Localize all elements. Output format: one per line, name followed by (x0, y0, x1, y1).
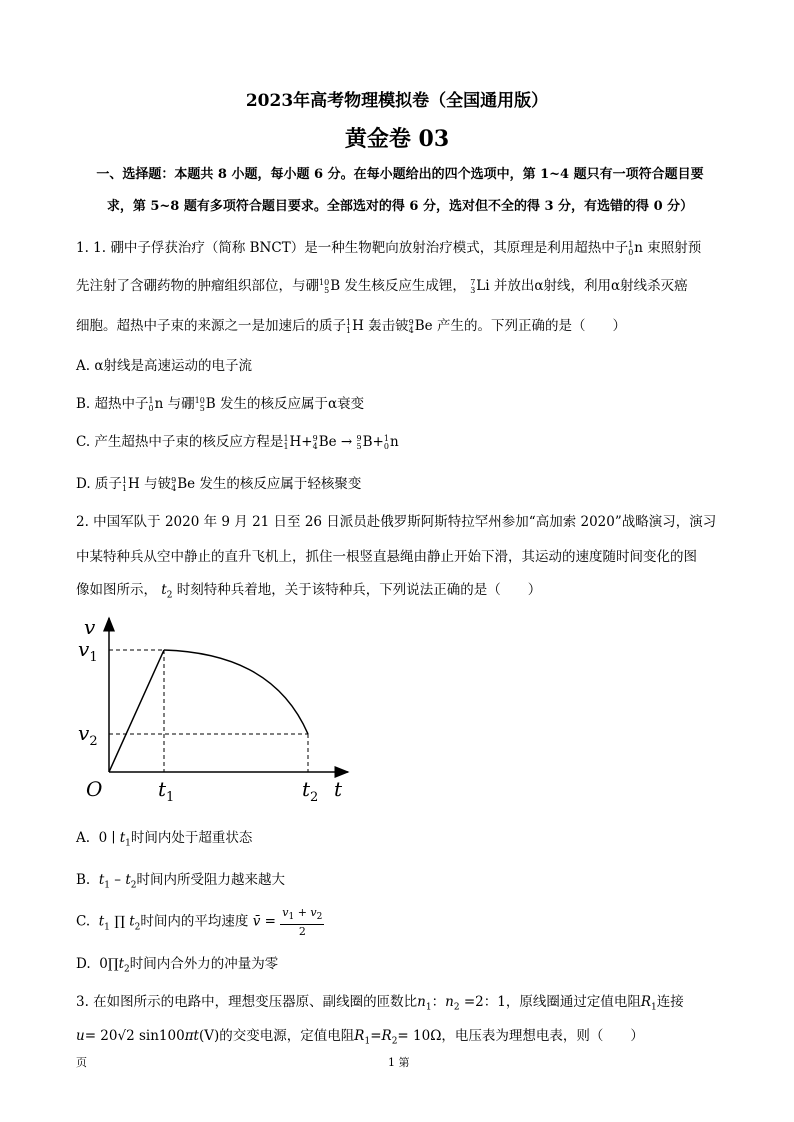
page-number: 1 第 (388, 1056, 410, 1069)
q2-line1: 2. 中国军队于 2020 年 9 月 21 日至 26 日派员赴俄罗斯阿斯特拉罕州参加“高加索 2020”战略演习，演习 (76, 514, 717, 530)
section-heading-line2: 求，第 5~8 题有多项符合题目要求。全部选对的得 6 分，选对但不全的得 3 分，有选错的得 0 分） (106, 199, 694, 214)
q1-line2: 先注射了含硼药物的肿瘤组织部位，与硼 10 5 B 发生核反应生成锂， 7 3 Li 并放出α射线，利用α射线杀灭癌 (76, 277, 688, 295)
exam-title: 2023年高考物理模拟卷（全国通用版） (245, 91, 549, 111)
q1-option-c[interactable]: C. 产生超热中子束的核反应方程是 1 1 H+ 9 4 Be → 9 5 B+ 1 0 n (76, 433, 399, 451)
footer-left: 页 (76, 1056, 87, 1069)
q2-line3: 像如图所示， $t_2$ 时刻特种兵着地，关于该特种兵，下列说法正确的是（ ） (76, 582, 542, 601)
q2-option-b[interactable]: B. $t_1 - t_2$时间内所受阻力越来越大 (76, 872, 285, 891)
y-axis-label: v (84, 615, 96, 639)
q1-option-a[interactable]: A. α射线是高速运动的电子流 (76, 358, 252, 374)
section-heading-line1: 一、选择题：本题共 8 小题，每小题 6 分。在每小题给出的四个选项中，第 1~4 题只有一项符合题目要 (96, 167, 704, 182)
q2-option-d[interactable]: D. $0\prod t_2$时间内合外力的冲量为零 (76, 956, 279, 975)
q1-option-b[interactable]: B. 超热中子 1 0 n 与硼 10 5 B 发生的核反应属于α衰变 (76, 395, 365, 413)
v2-label: $v_2$ (78, 721, 98, 749)
x-axis-label: t (334, 777, 343, 801)
origin-label: O (86, 777, 103, 801)
q3-line2: u= 20√2 sin100πt(V)的交变电源，定值电阻$R_1=R_2= 10\Omega$，电压表为理想电表，则（ ） (76, 1028, 644, 1047)
q1-line1: 1. 1. 硼中子俘获治疗（简称 BNCT）是一种生物靶向放射治疗模式，其原理是利用超热中子 1 0 n 束照射预 (76, 239, 702, 257)
q1-option-d[interactable]: D. 质子 1 1 H 与铍 9 4 Be 发生的核反应属于轻核聚变 (76, 475, 362, 493)
q2-option-a[interactable]: A. 0 ∣ $t_1$时间内处于超重状态 (76, 830, 253, 849)
deceleration-curve (164, 650, 308, 734)
q3-line1: 3. 在如图所示的电路中，理想变压器原、副线圈的匝数比$n_1$：$n_2 =2$：1，原线圈通过定值电阻$R_1$连接 (76, 994, 684, 1013)
q2-line2: 中某特种兵从空中静止的直升飞机上，抓住一根竖直悬绳由静止开始下滑，其运动的速度随时间变化的图 (76, 549, 697, 565)
acceleration-segment (109, 650, 164, 772)
t2-label: $t_2$ (302, 777, 319, 805)
exam-subtitle: 黄金卷 03 (344, 126, 450, 152)
q2-option-c[interactable]: C. $t_1$ ∏ $t_2$时间内的平均速度 v̄ = $\frac{v_1 + v_2}{2}$ (76, 906, 323, 939)
t1-label: $t_1$ (158, 777, 175, 805)
q1-line3: 细胞。超热中子束的来源之一是加速后的质子 1 1 H 轰击铍 9 4 Be 产生的。下列正确的是（ ） (76, 317, 626, 335)
v1-label: $v_1$ (78, 637, 98, 665)
velocity-time-graph (76, 612, 356, 812)
